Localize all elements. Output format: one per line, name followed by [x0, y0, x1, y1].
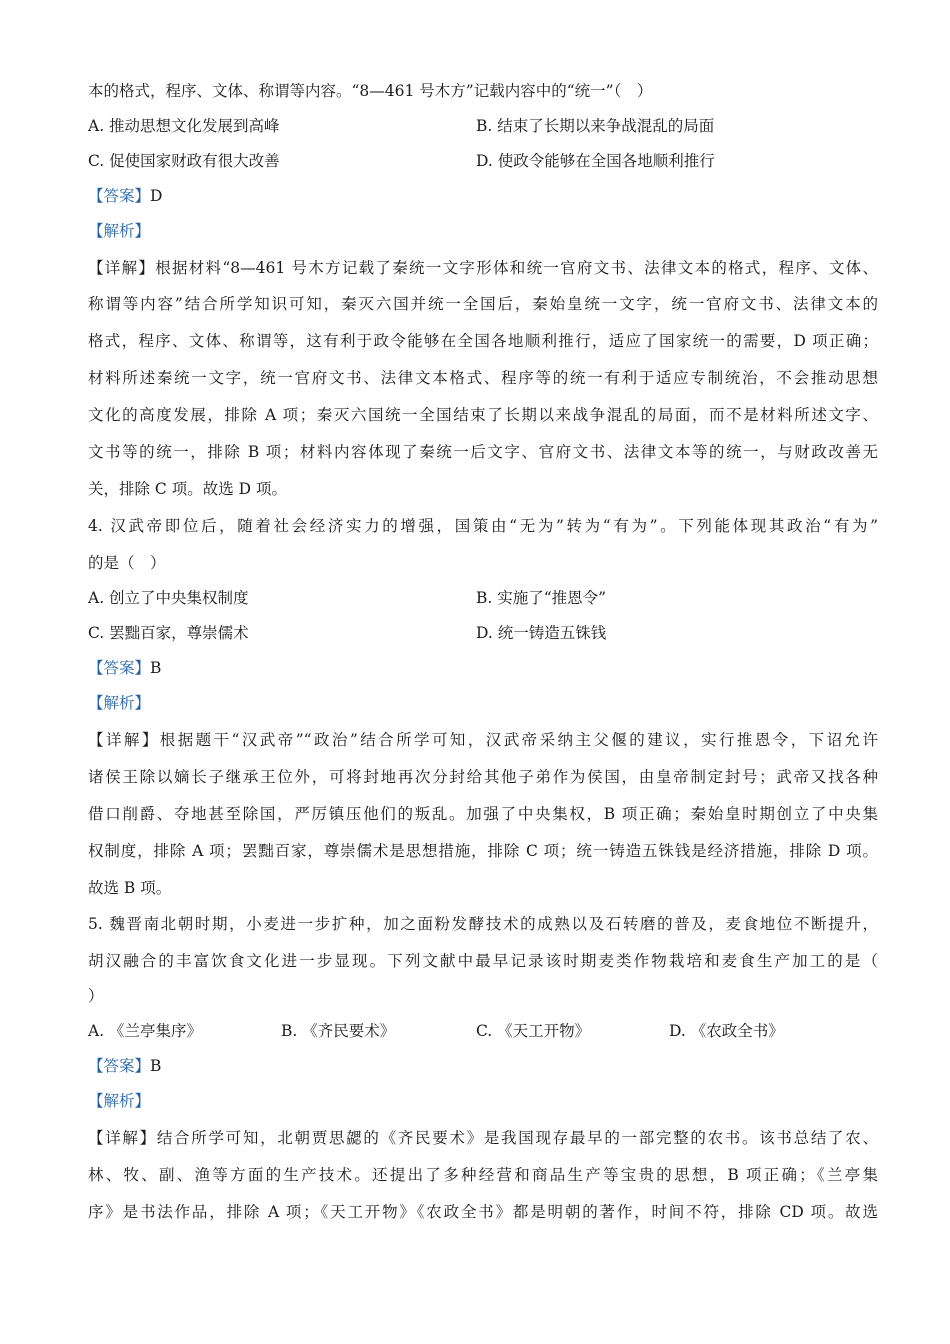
q3-detail-line: 关，排除 C 项。故选 D 项。: [88, 480, 287, 498]
q5-answer-tag: 【答案】: [88, 1057, 151, 1075]
q3-option-d: D. 使政令能够在全国各地顺利推行: [476, 152, 715, 170]
q4-detail-line: 诸侯王除以嫡长子继承王位外，可将封地再次分封给其他子弟作为侯国，由皇帝制定封号；武帝又找各种: [88, 768, 878, 786]
q4-analysis-tag: 【解析】: [88, 694, 151, 712]
q5-detail-tag: 【详解】: [88, 1129, 157, 1147]
q5-answer-line: [88, 1055, 878, 1077]
q5-option-c: C. 《天工开物》: [476, 1022, 591, 1040]
q5-analysis-line: [88, 1090, 878, 1112]
q4-option-d: D. 统一铸造五铢钱: [476, 624, 607, 642]
q3-stem-tail: 本的格式，程序、文体、称谓等内容。“8—461 号木方”记载内容中的“统一”（ ）: [88, 82, 653, 100]
q3-analysis-line: [88, 220, 878, 242]
q4-stem: 的是（ ）: [88, 554, 166, 572]
q5-option-b: B. 《齐民要术》: [281, 1022, 396, 1040]
q5-stem: ）: [88, 987, 104, 1005]
q5-stem: 5. 魏晋南北朝时期，小麦进一步扩种，加之面粉发酵技术的成熟以及石转磨的普及，麦食地位不断提升，: [88, 915, 878, 933]
q5-detail-line: [88, 1127, 878, 1149]
q5-detail-text: 结合所学可知，北朝贾思勰的《齐民要术》是我国现存最早的一部完整的农书。该书总结了农、: [156, 1129, 878, 1147]
q4-analysis-line: [88, 692, 878, 714]
q3-answer-line: [88, 185, 878, 207]
q3-detail-line: 格式，程序、文体、称谓等，这有利于政令能够在全国各地顺利推行，适应了国家统一的需要，D 项正确；: [88, 332, 878, 350]
q5-detail-line: 序》是书法作品，排除 A 项；《天工开物》《农政全书》都是明朝的著作，时间不符，排除 CD 项。故选: [88, 1203, 878, 1221]
q4-detail-tag: 【详解】: [88, 731, 160, 749]
q4-answer-tag: 【答案】: [88, 659, 151, 677]
q4-answer: B: [150, 659, 162, 677]
q4-detail-line: 故选 B 项。: [88, 879, 172, 897]
q3-answer: D: [150, 187, 163, 205]
q4-detail-line: 借口削爵、夺地甚至除国，严厉镇压他们的叛乱。加强了中央集权，B 项正确；秦始皇时期创立了中央集: [88, 805, 878, 823]
q5-stem: 胡汉融合的丰富饮食文化进一步显现。下列文献中最早记录该时期麦类作物栽培和麦食生产加工的是（: [88, 952, 878, 970]
q4-option-a: A. 创立了中央集权制度: [88, 589, 249, 607]
q3-detail-line: 文书等的统一，排除 B 项；材料内容体现了秦统一后文字、官府文书、法律文本等的统一，与财政改善无: [88, 443, 878, 461]
q3-option-a: A. 推动思想文化发展到高峰: [88, 117, 280, 135]
q3-option-b: B. 结束了长期以来争战混乱的局面: [476, 117, 715, 135]
q5-detail-line: 林、牧、副、渔等方面的生产技术。还提出了多种经营和商品生产等宝贵的思想，B 项正确；《兰亭集: [88, 1166, 878, 1184]
q3-analysis-tag: 【解析】: [88, 222, 151, 240]
q4-option-c: C. 罢黜百家，尊崇儒术: [88, 624, 249, 642]
q5-answer: B: [150, 1057, 162, 1075]
q4-detail-line: [88, 729, 878, 751]
q3-detail-tag: 【详解】: [88, 259, 156, 277]
q4-stem: 4. 汉武帝即位后，随着社会经济实力的增强，国策由“无为”转为“有为”。下列能体现其政治“有为”: [88, 517, 878, 535]
q3-detail-line: [88, 257, 878, 279]
q5-analysis-tag: 【解析】: [88, 1092, 151, 1110]
q4-detail-line: 权制度，排除 A 项；罢黜百家，尊崇儒术是思想措施，排除 C 项；统一铸造五铢钱是经济措施，排除 D 项。: [88, 842, 878, 860]
q4-detail-text: 根据题干“汉武帝”“政治”结合所学可知，汉武帝采纳主父偃的建议，实行推恩令，下诏允许: [159, 731, 878, 749]
q4-answer-line: [88, 657, 878, 679]
q3-answer-tag: 【答案】: [88, 187, 151, 205]
q5-option-d: D. 《农政全书》: [669, 1022, 784, 1040]
q3-detail-line: 文化的高度发展，排除 A 项；秦灭六国统一全国结束了长期以来战争混乱的局面，而不是材料所述文字、: [88, 406, 878, 424]
q3-detail-text: 根据材料“8—461 号木方记载了秦统一文字形体和统一官府文书、法律文本的格式，程序、文体、: [155, 259, 878, 277]
q5-option-a: A. 《兰亭集序》: [88, 1022, 203, 1040]
q3-detail-line: 称谓等内容”结合所学知识可知，秦灭六国并统一全国后，秦始皇统一文字，统一官府文书、法律文本的: [88, 295, 878, 313]
q3-option-c: C. 促使国家财政有很大改善: [88, 152, 280, 170]
q3-detail-line: 材料所述秦统一文字，统一官府文书、法律文本格式、程序等的统一有利于适应专制统治，不会推动思想: [88, 369, 878, 387]
q4-option-b: B. 实施了“推恩令”: [476, 589, 607, 607]
